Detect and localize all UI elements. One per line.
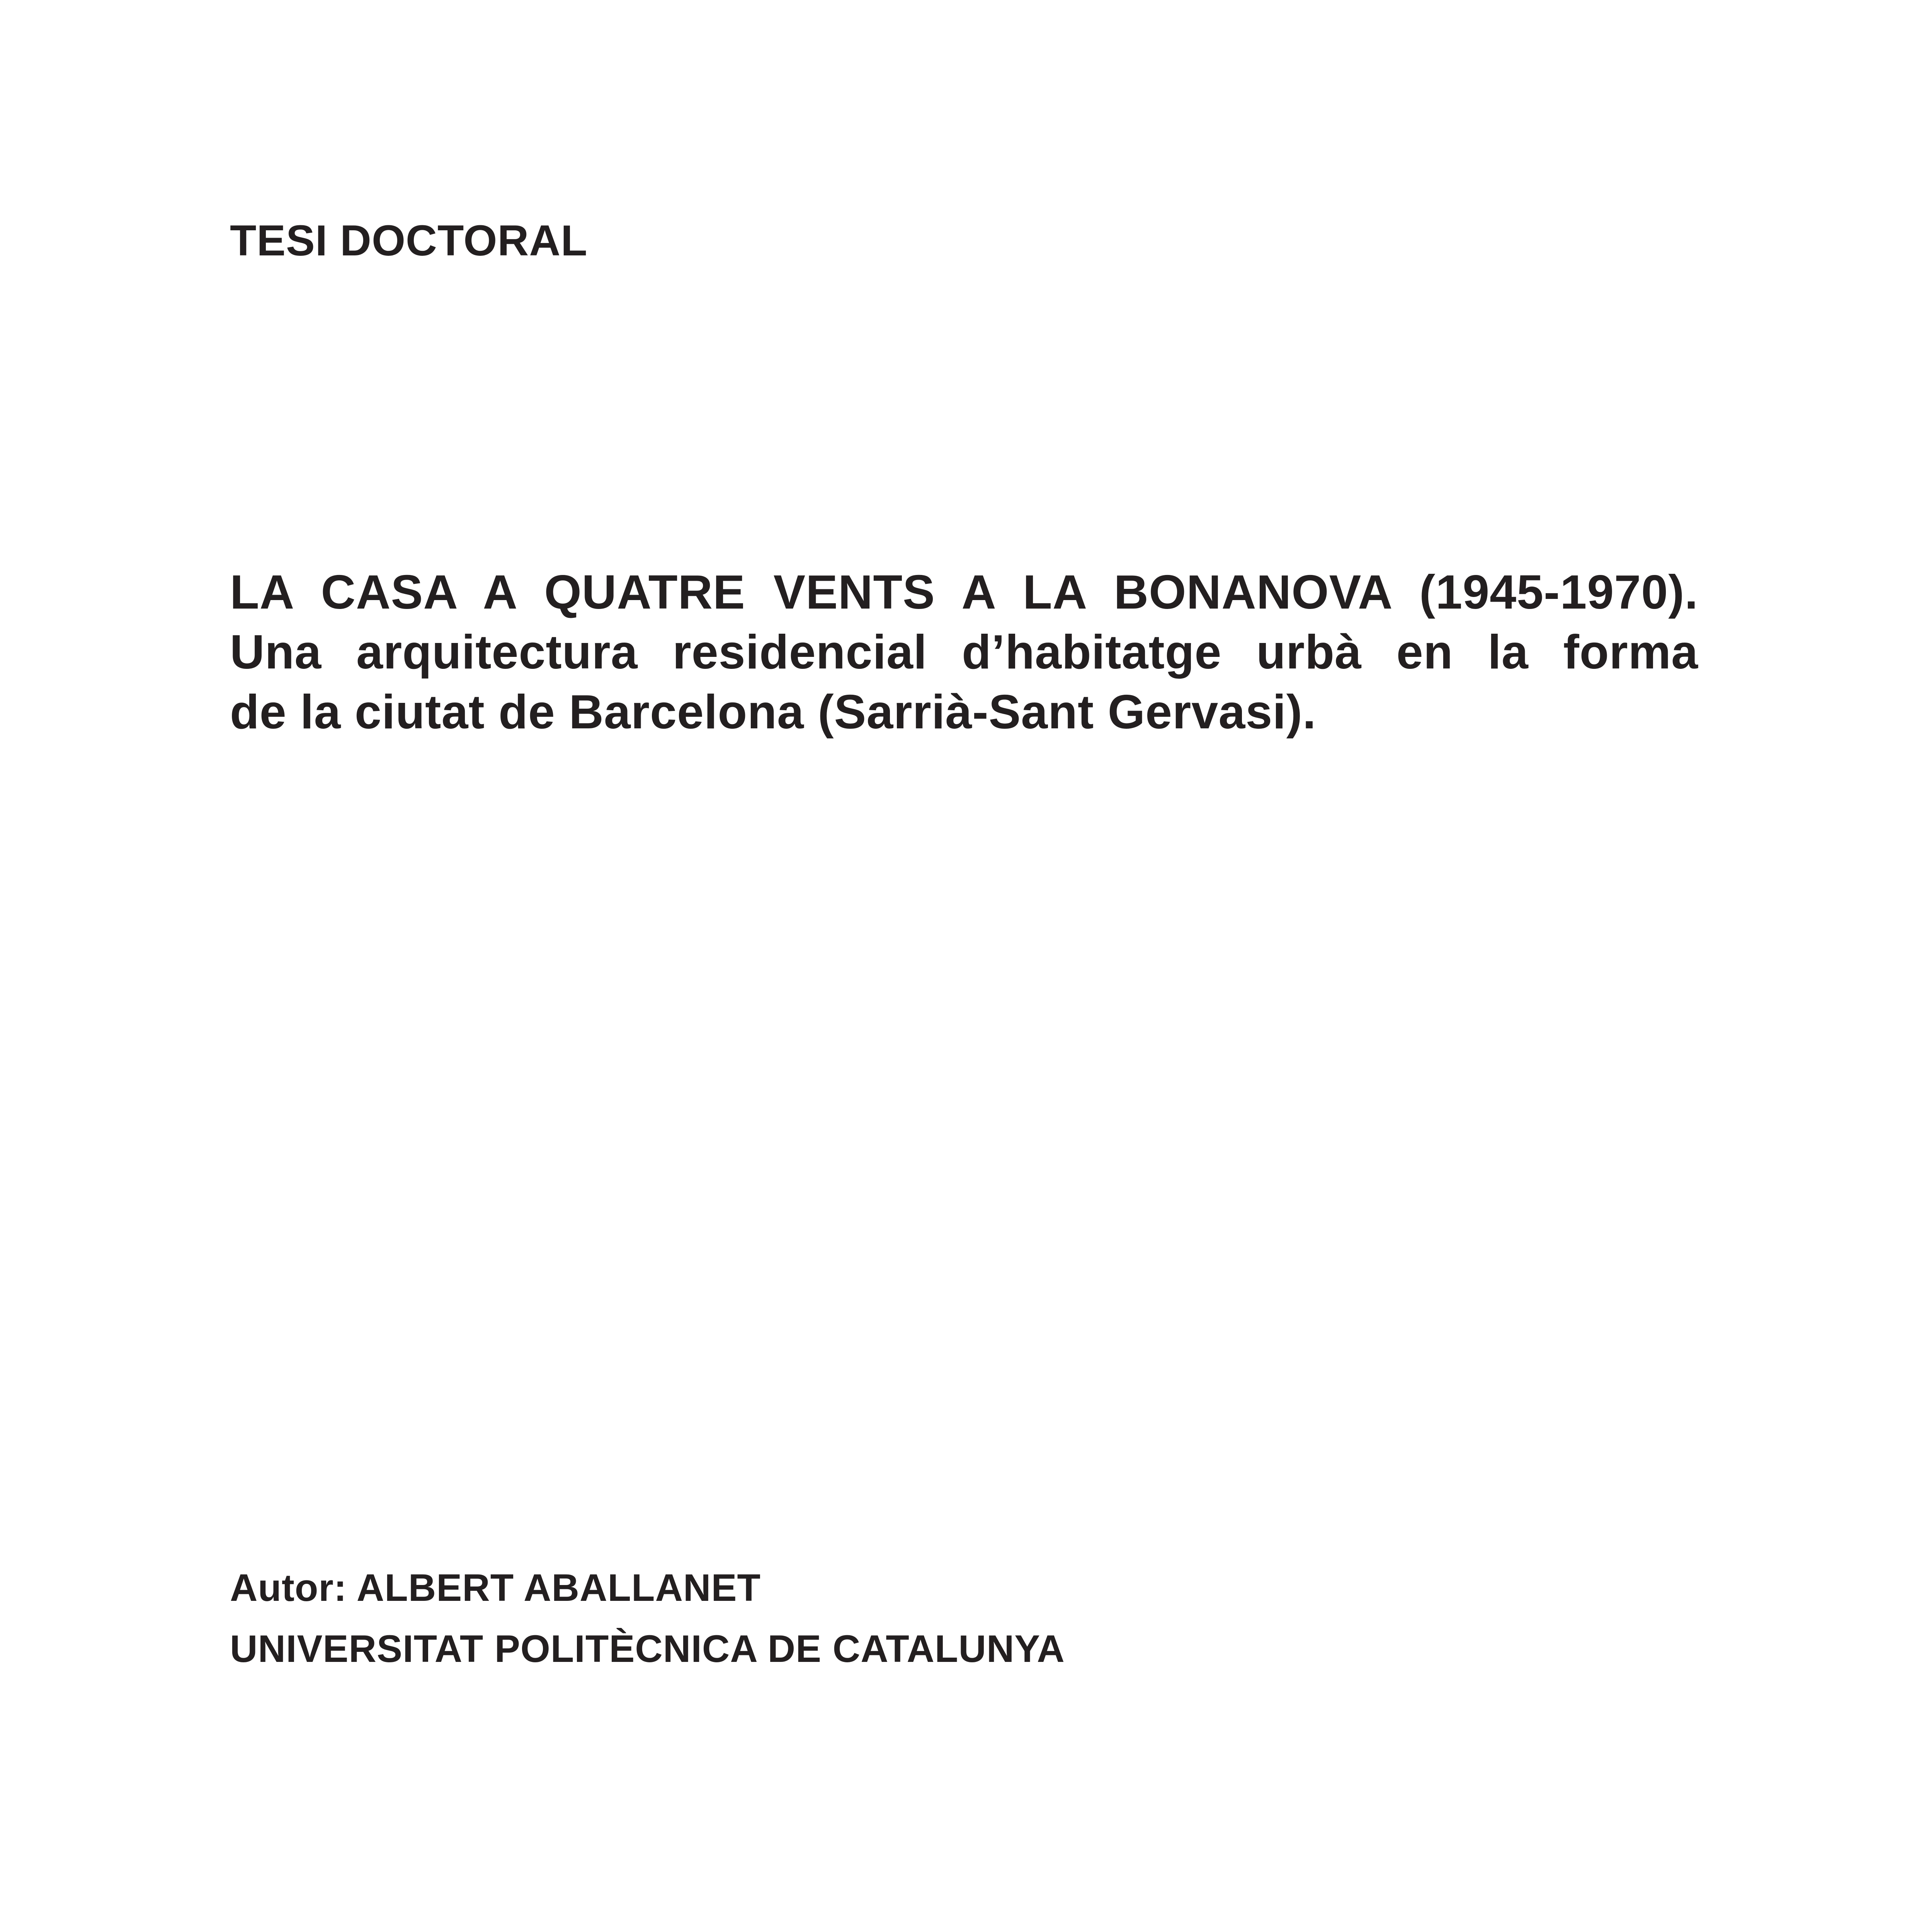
university-name: UNIVERSITAT POLITÈCNICA DE CATALUNYA bbox=[230, 1627, 1065, 1670]
author-block bbox=[230, 1557, 1065, 1679]
thesis-title-line-1: LA CASA A QUATRE VENTS A LA BONANOVA (1945-1970). bbox=[230, 566, 1698, 619]
author-name: Autor: ALBERT ABALLANET bbox=[230, 1566, 761, 1609]
thesis-title-line-2: Una arquitectura residencial d’habitatge urbà en la forma bbox=[230, 626, 1698, 679]
thesis-title bbox=[230, 563, 1698, 742]
thesis-title-line-3: de la ciutat de Barcelona (Sarrià-Sant Gervasi). bbox=[230, 685, 1317, 739]
document-type-heading: TESI DOCTORAL bbox=[230, 216, 588, 265]
